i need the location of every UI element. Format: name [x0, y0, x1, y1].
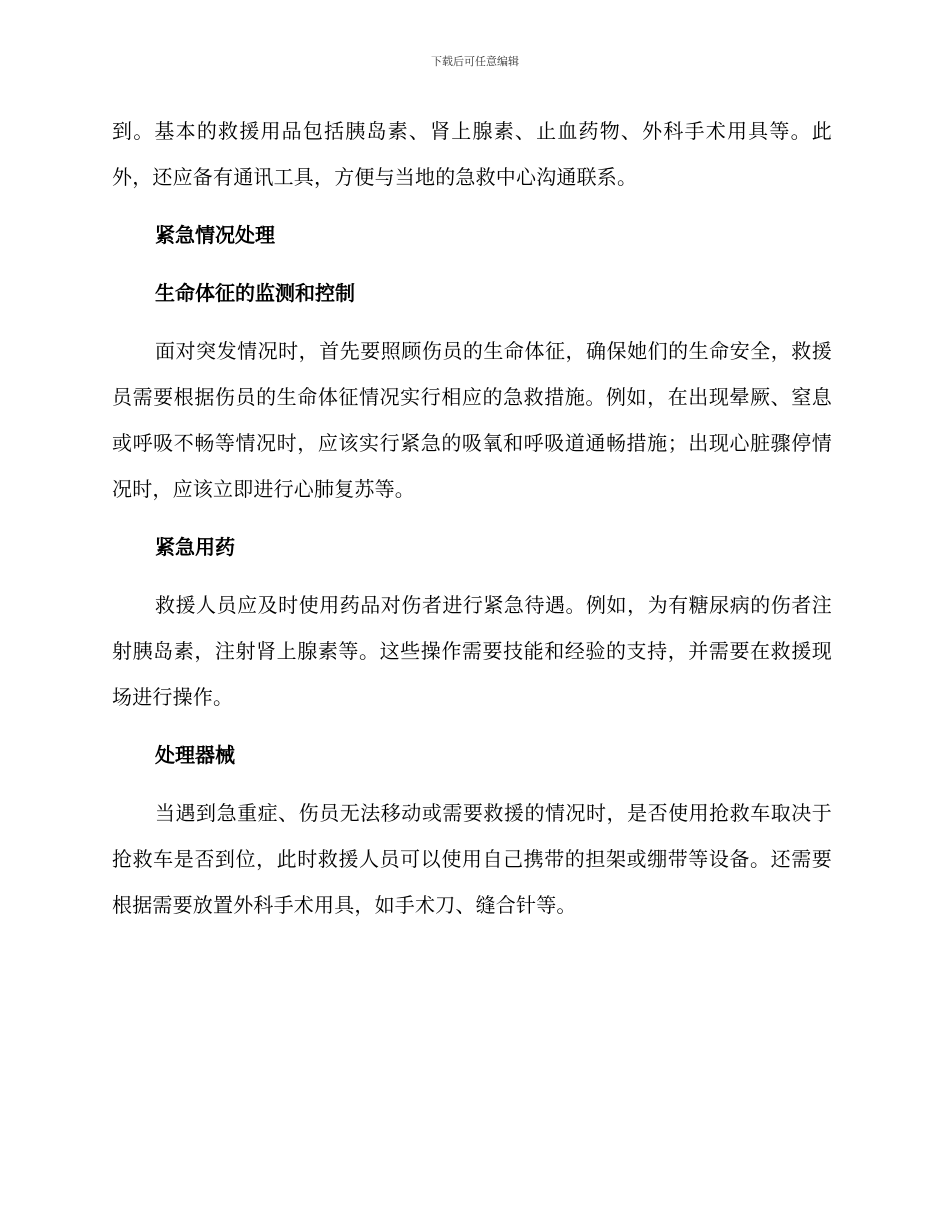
paragraph-emergency-medication: 救援人员应及时使用药品对伤者进行紧急待遇。例如，为有糖尿病的伤者注射胰岛素，注射肾上腺素等。这些操作需要技能和经验的支持，并需要在救援现场进行操作。 — [112, 593, 832, 709]
heading-emergency-handling: 紧急情况处理 — [155, 223, 275, 247]
paragraph-vital-signs: 面对突发情况时，首先要照顾伤员的生命体征，确保她们的生命安全，救援员需要根据伤员的生命体征情况实行相应的急救措施。例如，在出现晕厥、窒息或呼吸不畅等情况时，应该实行紧急的吸氧和呼吸道通畅措施；出现心脏骤停情况时，应该立即进行心肺复苏等。 — [112, 339, 832, 501]
page-header: 下载后可任意编辑 — [431, 55, 519, 68]
paragraph-rescue-supplies: 到。基本的救援用品包括胰岛素、肾上腺素、止血药物、外科手术用具等。此外，还应备有通讯工具，方便与当地的急救中心沟通联系。 — [112, 119, 832, 189]
paragraph-equipment-handling: 当遇到急重症、伤员无法移动或需要救援的情况时，是否使用抢救车取决于抢救车是否到位，此时救援人员可以使用自己携带的担架或绷带等设备。还需要根据需要放置外科手术用具，如手术刀、缝合针等。 — [112, 801, 832, 917]
heading-equipment-handling: 处理器械 — [155, 743, 235, 767]
heading-vital-signs: 生命体征的监测和控制 — [155, 281, 355, 305]
heading-emergency-medication: 紧急用药 — [155, 535, 235, 559]
document-body — [112, 108, 832, 940]
